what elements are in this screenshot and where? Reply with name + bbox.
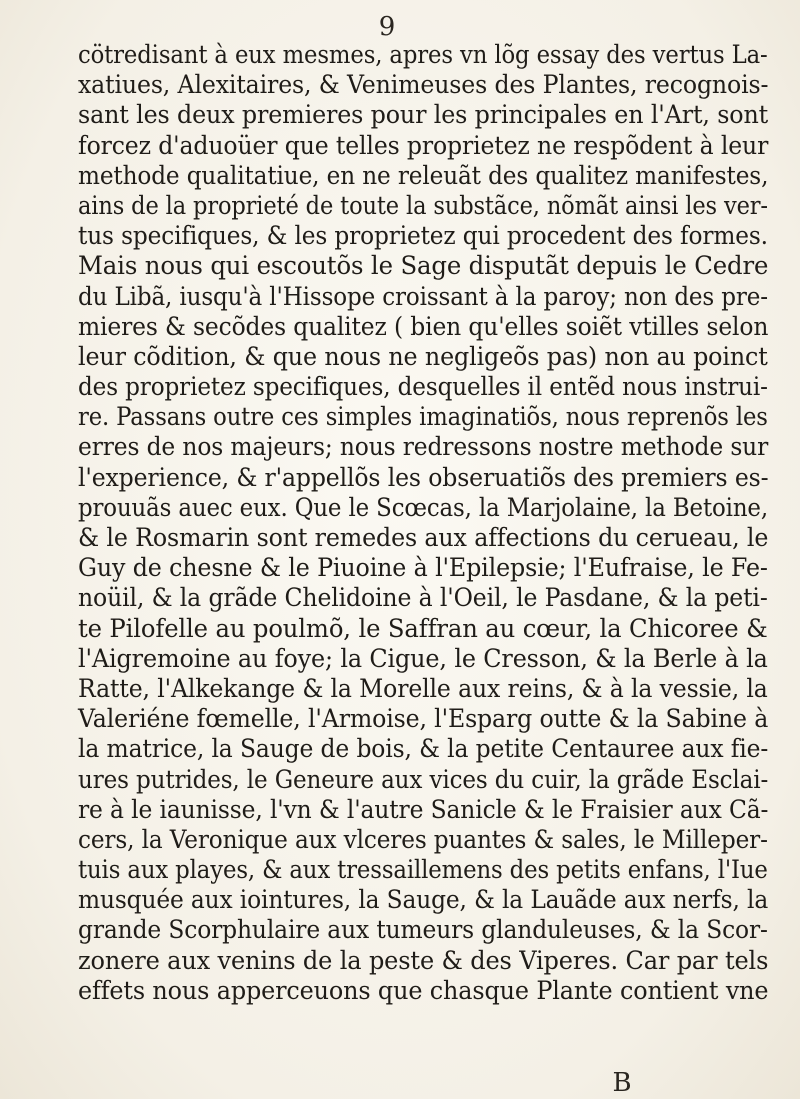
text-line: des proprietez specifiques, desquelles il entẽd nous instrui- (78, 372, 768, 402)
text-line: cötredisant à eux mesmes, apres vn lõg essay des vertus La- (78, 40, 768, 69)
text-line: cers, la Veronique aux vlceres puantes & sales, le Milleper- (78, 824, 768, 854)
text-line: ains de la proprieté de toute la substãce, nõmãt ainsi les ver- (78, 190, 768, 220)
text-line: zonere aux venins de la peste & des Viperes. Car par tels (78, 945, 769, 975)
text-line: la matrice, la Sauge de bois, & la petite Centauree aux fie- (78, 734, 769, 764)
text-line: du Libã, iusqu'à l'Hissope croissant à la paroy; non des pre- (78, 281, 768, 311)
text-line: grande Scorphulaire aux tumeurs glanduleuses, & la Scor- (78, 915, 768, 945)
text-line: tuis aux playes, & aux tressaillemens des petits enfans, l'Iue (78, 855, 768, 885)
text-line: Mais nous qui escoutõs le Sage disputãt depuis le Cedre (78, 251, 769, 281)
text-line: musquée aux iointures, la Sauge, & la Lauãde aux nerfs, la (78, 885, 769, 915)
body-text (78, 40, 768, 1006)
text-line: leur cõdition, & que nous ne negligeõs pas) non au poinct (78, 341, 768, 371)
text-line: Ratte, l'Alkekange & la Morelle aux reins, & à la vessie, la (78, 673, 768, 703)
text-line: Guy de chesne & le Piuoine à l'Epilepsie; l'Eufraise, le Fe- (78, 553, 768, 583)
text-line: & le Rosmarin sont remedes aux affections du cerueau, le (78, 523, 769, 552)
text-line: tus specifiques, & les proprietez qui procedent des formes. (78, 221, 768, 251)
text-line: forcez d'aduoüer que telles proprietez ne respõdent à leur (78, 130, 769, 160)
text-line: Valeriéne fœmelle, l'Armoise, l'Esparg outte & la Sabine à (78, 704, 769, 734)
text-line: l'Aigremoine au foye; la Cigue, le Cresson, & la Berle à la (78, 643, 768, 673)
text-line: mieres & secõdes qualitez ( bien qu'elles soiẽt vtilles selon (78, 311, 769, 341)
text-line: l'experience, & r'appellõs les obseruatiõs des premiers es- (78, 462, 769, 492)
text-line: re à le iaunisse, l'vn & l'autre Sanicle & le Fraisier aux Cã- (78, 794, 769, 824)
text-line: effets nous apperceuons que chasque Plante contient vne (78, 975, 769, 1005)
page-number: 9 (378, 12, 396, 42)
text-line: noüil, & la grãde Chelidoine à l'Oeil, le Pasdane, & la peti- (78, 583, 768, 613)
text-line: methode qualitatiue, en ne releuãt des qualitez manifestes, (78, 160, 769, 190)
text-line: erres de nos majeurs; nous redressons nostre methode sur (78, 432, 769, 462)
text-line: te Pilofelle au poulmõ, le Saffran au cœur, la Chicoree & (78, 613, 768, 643)
text-line: xatiues, Alexitaires, & Venimeuses des Plantes, recognois- (78, 70, 769, 100)
signature-mark: B (612, 1068, 632, 1098)
text-line: re. Passans outre ces simples imaginatiõs, nous reprenõs les (78, 402, 768, 432)
text-line: sant les deux premieres pour les principales en l'Art, sont (78, 100, 769, 130)
text-line: prouuãs auec eux. Que le Scœcas, la Marjolaine, la Betoine, (78, 492, 768, 522)
text-line: ures putrides, le Geneure aux vices du cuir, la grãde Esclai- (78, 764, 769, 794)
